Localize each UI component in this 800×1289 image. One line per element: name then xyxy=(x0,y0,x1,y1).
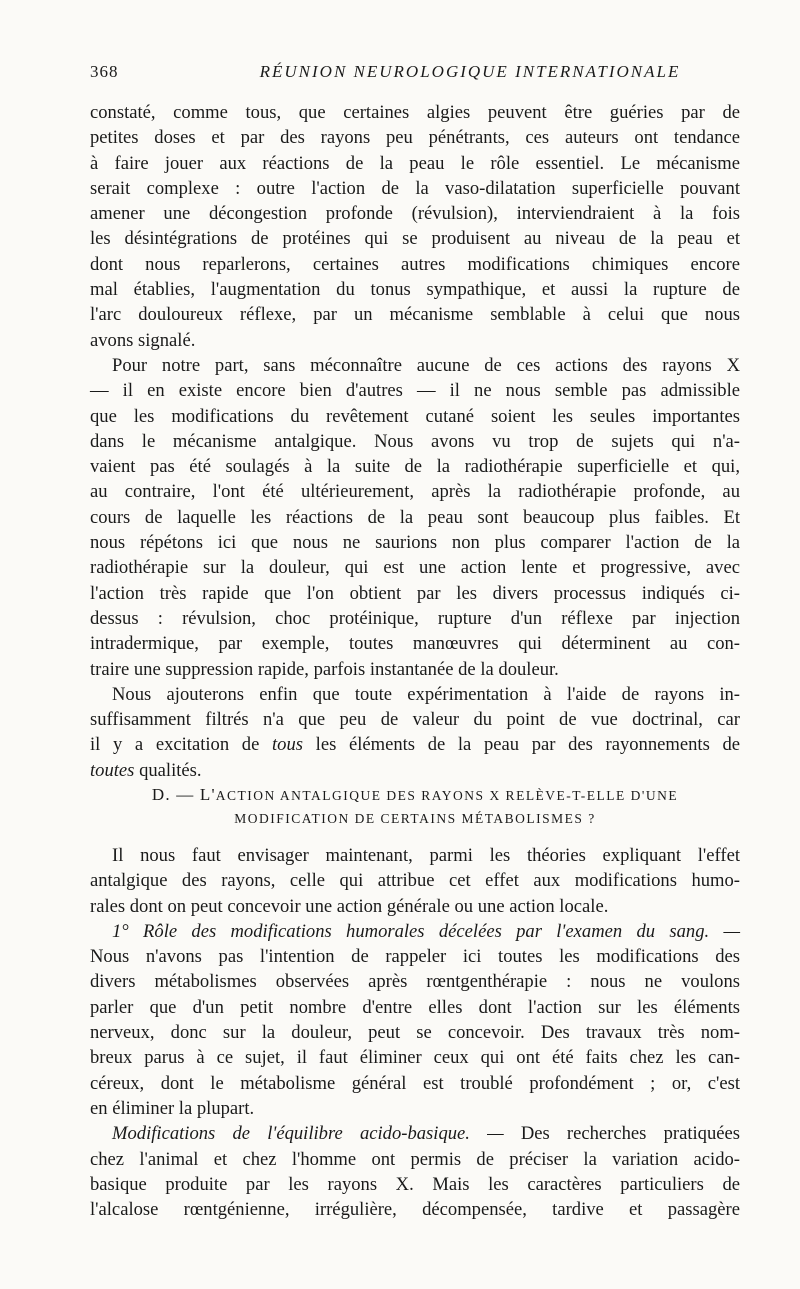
text-line: Nous ajouterons enfin que toute expérimentation à l'aide de rayons in- xyxy=(112,683,740,705)
text-segment: il y a excitation de xyxy=(90,734,260,756)
text-line: basique produite par les rayons X. Mais les caractères particuliers de xyxy=(90,1173,740,1195)
italic-word: toutes xyxy=(90,759,135,781)
text-line: au contraire, l'ont été ultérieurement, après la radiothérapie profonde, au xyxy=(90,481,740,503)
text-line: suffisamment filtrés n'a que peu de valeur du point de vue doctrinal, car xyxy=(90,709,740,731)
text-line: Il nous faut envisager maintenant, parmi les théories expliquant l'effet xyxy=(112,845,740,866)
section-heading-title: ACTION ANTALGIQUE DES RAYONS X RELÈVE-T-ELLE D'UNE xyxy=(215,788,679,803)
text-line: constaté, comme tous, que certaines algies peuvent être guéries par de xyxy=(90,102,740,123)
text-segment: Des recherches pratiquées xyxy=(520,1123,740,1145)
page-header xyxy=(90,62,740,92)
page-number: 368 xyxy=(90,62,119,81)
text-line: intradermique, par exemple, toutes manœuvres qui déterminent au con- xyxy=(90,633,740,655)
section-heading-subtitle: MODIFICATION DE CERTAINS MÉTABOLISMES ? xyxy=(234,811,596,826)
text-line: traire une suppression rapide, parfois instantanée de la douleur. xyxy=(90,658,559,680)
text-line: avons signalé. xyxy=(90,329,196,351)
text-line: rales dont on peut concevoir une action générale ou une action locale. xyxy=(90,895,609,917)
text-line: petites doses et par des rayons peu pénétrants, ces auteurs ont tendance xyxy=(90,127,740,149)
text-line: que les modifications du revêtement cutané soient les seules importantes xyxy=(90,405,740,427)
text-line: Pour notre part, sans méconnaître aucune de ces actions des rayons X xyxy=(112,354,740,376)
text-line: Nous n'avons pas l'intention de rappeler ici toutes les modifications des xyxy=(90,946,740,968)
text-line: — il en existe encore bien d'autres — il ne nous semble pas admissible xyxy=(90,380,740,402)
text-line xyxy=(90,758,740,783)
text-line: amener une décongestion profonde (révulsion), interviendraient à la fois xyxy=(90,203,740,225)
text-line: céreux, dont le métabolisme général est troublé profondément ; or, c'est xyxy=(90,1072,740,1094)
section-heading-prefix: D. — L' xyxy=(151,785,216,804)
text-line xyxy=(90,732,740,757)
text-line: vaient pas été soulagés à la suite de la radiothérapie superficielle et qui, xyxy=(90,456,740,478)
text-line: mal établies, l'augmentation du tonus sympathique, et aussi la rupture de xyxy=(90,279,740,301)
body-block-1 xyxy=(90,100,740,783)
text-line: breux parus à ce sujet, il faut éliminer ceux qui ont été faits chez les can- xyxy=(90,1047,740,1069)
text-line: dont nous reparlerons, certaines autres modifications chimiques encore xyxy=(90,253,740,275)
text-line: parler que d'un petit nombre d'entre elles dont l'action sur les éléments xyxy=(90,996,740,1018)
text-line: 1° Rôle des modifications humorales décelées par l'examen du sang. — xyxy=(112,920,740,942)
text-line: divers métabolismes observées après rœntgenthérapie : nous ne voulons xyxy=(90,971,740,993)
text-line: l'action très rapide que l'on obtient par les divers processus indiqués ci- xyxy=(90,582,740,604)
text-line: cours de laquelle les réactions de la peau sont beaucoup plus faibles. Et xyxy=(90,506,740,528)
text-line: à faire jouer aux réactions de la peau le rôle essentiel. Le mécanisme xyxy=(90,152,740,174)
text-line xyxy=(90,1121,740,1146)
text-segment: les éléments de la peau par des rayonnements de xyxy=(315,734,741,756)
text-line: en éliminer la plupart. xyxy=(90,1097,255,1119)
body-block-2 xyxy=(90,843,740,1222)
text-segment: qualités. xyxy=(139,759,202,781)
section-heading-line-1 xyxy=(90,785,740,805)
text-line: antalgique des rayons, celle qui attribue cet effet aux modifications humo- xyxy=(90,870,740,892)
text-line: l'arc douloureux réflexe, par un mécanisme semblable à celui que nous xyxy=(90,304,740,326)
text-line: chez l'animal et chez l'homme ont permis de préciser la variation acido- xyxy=(90,1148,740,1170)
section-heading-line-2 xyxy=(90,811,740,827)
text-line: serait complexe : outre l'action de la vaso-dilatation superficielle pouvant xyxy=(90,177,740,199)
text-line: l'alcalose rœntgénienne, irrégulière, décompensée, tardive et passagère xyxy=(90,1199,740,1221)
running-title: RÉUNION NEUROLOGIQUE INTERNATIONALE xyxy=(259,62,681,81)
italic-heading: Modifications de l'équilibre acido-basique. — xyxy=(112,1123,504,1145)
text-line: radiothérapie sur la douleur, qui est une action lente et progressive, avec xyxy=(90,557,740,579)
text-line: dans le mécanisme antalgique. Nous avons vu trop de sujets qui n'a- xyxy=(90,430,740,452)
text-line: dessus : révulsion, choc protéinique, rupture d'un réflexe par injection xyxy=(90,607,740,629)
text-line: nous répétons ici que nous ne saurions non plus comparer l'action de la xyxy=(90,532,740,554)
text-line: nerveux, donc sur la douleur, peut se concevoir. Des travaux très nom- xyxy=(90,1022,740,1044)
text-line: les désintégrations de protéines qui se produisent au niveau de la peau et xyxy=(90,228,740,250)
italic-word: tous xyxy=(272,734,303,756)
